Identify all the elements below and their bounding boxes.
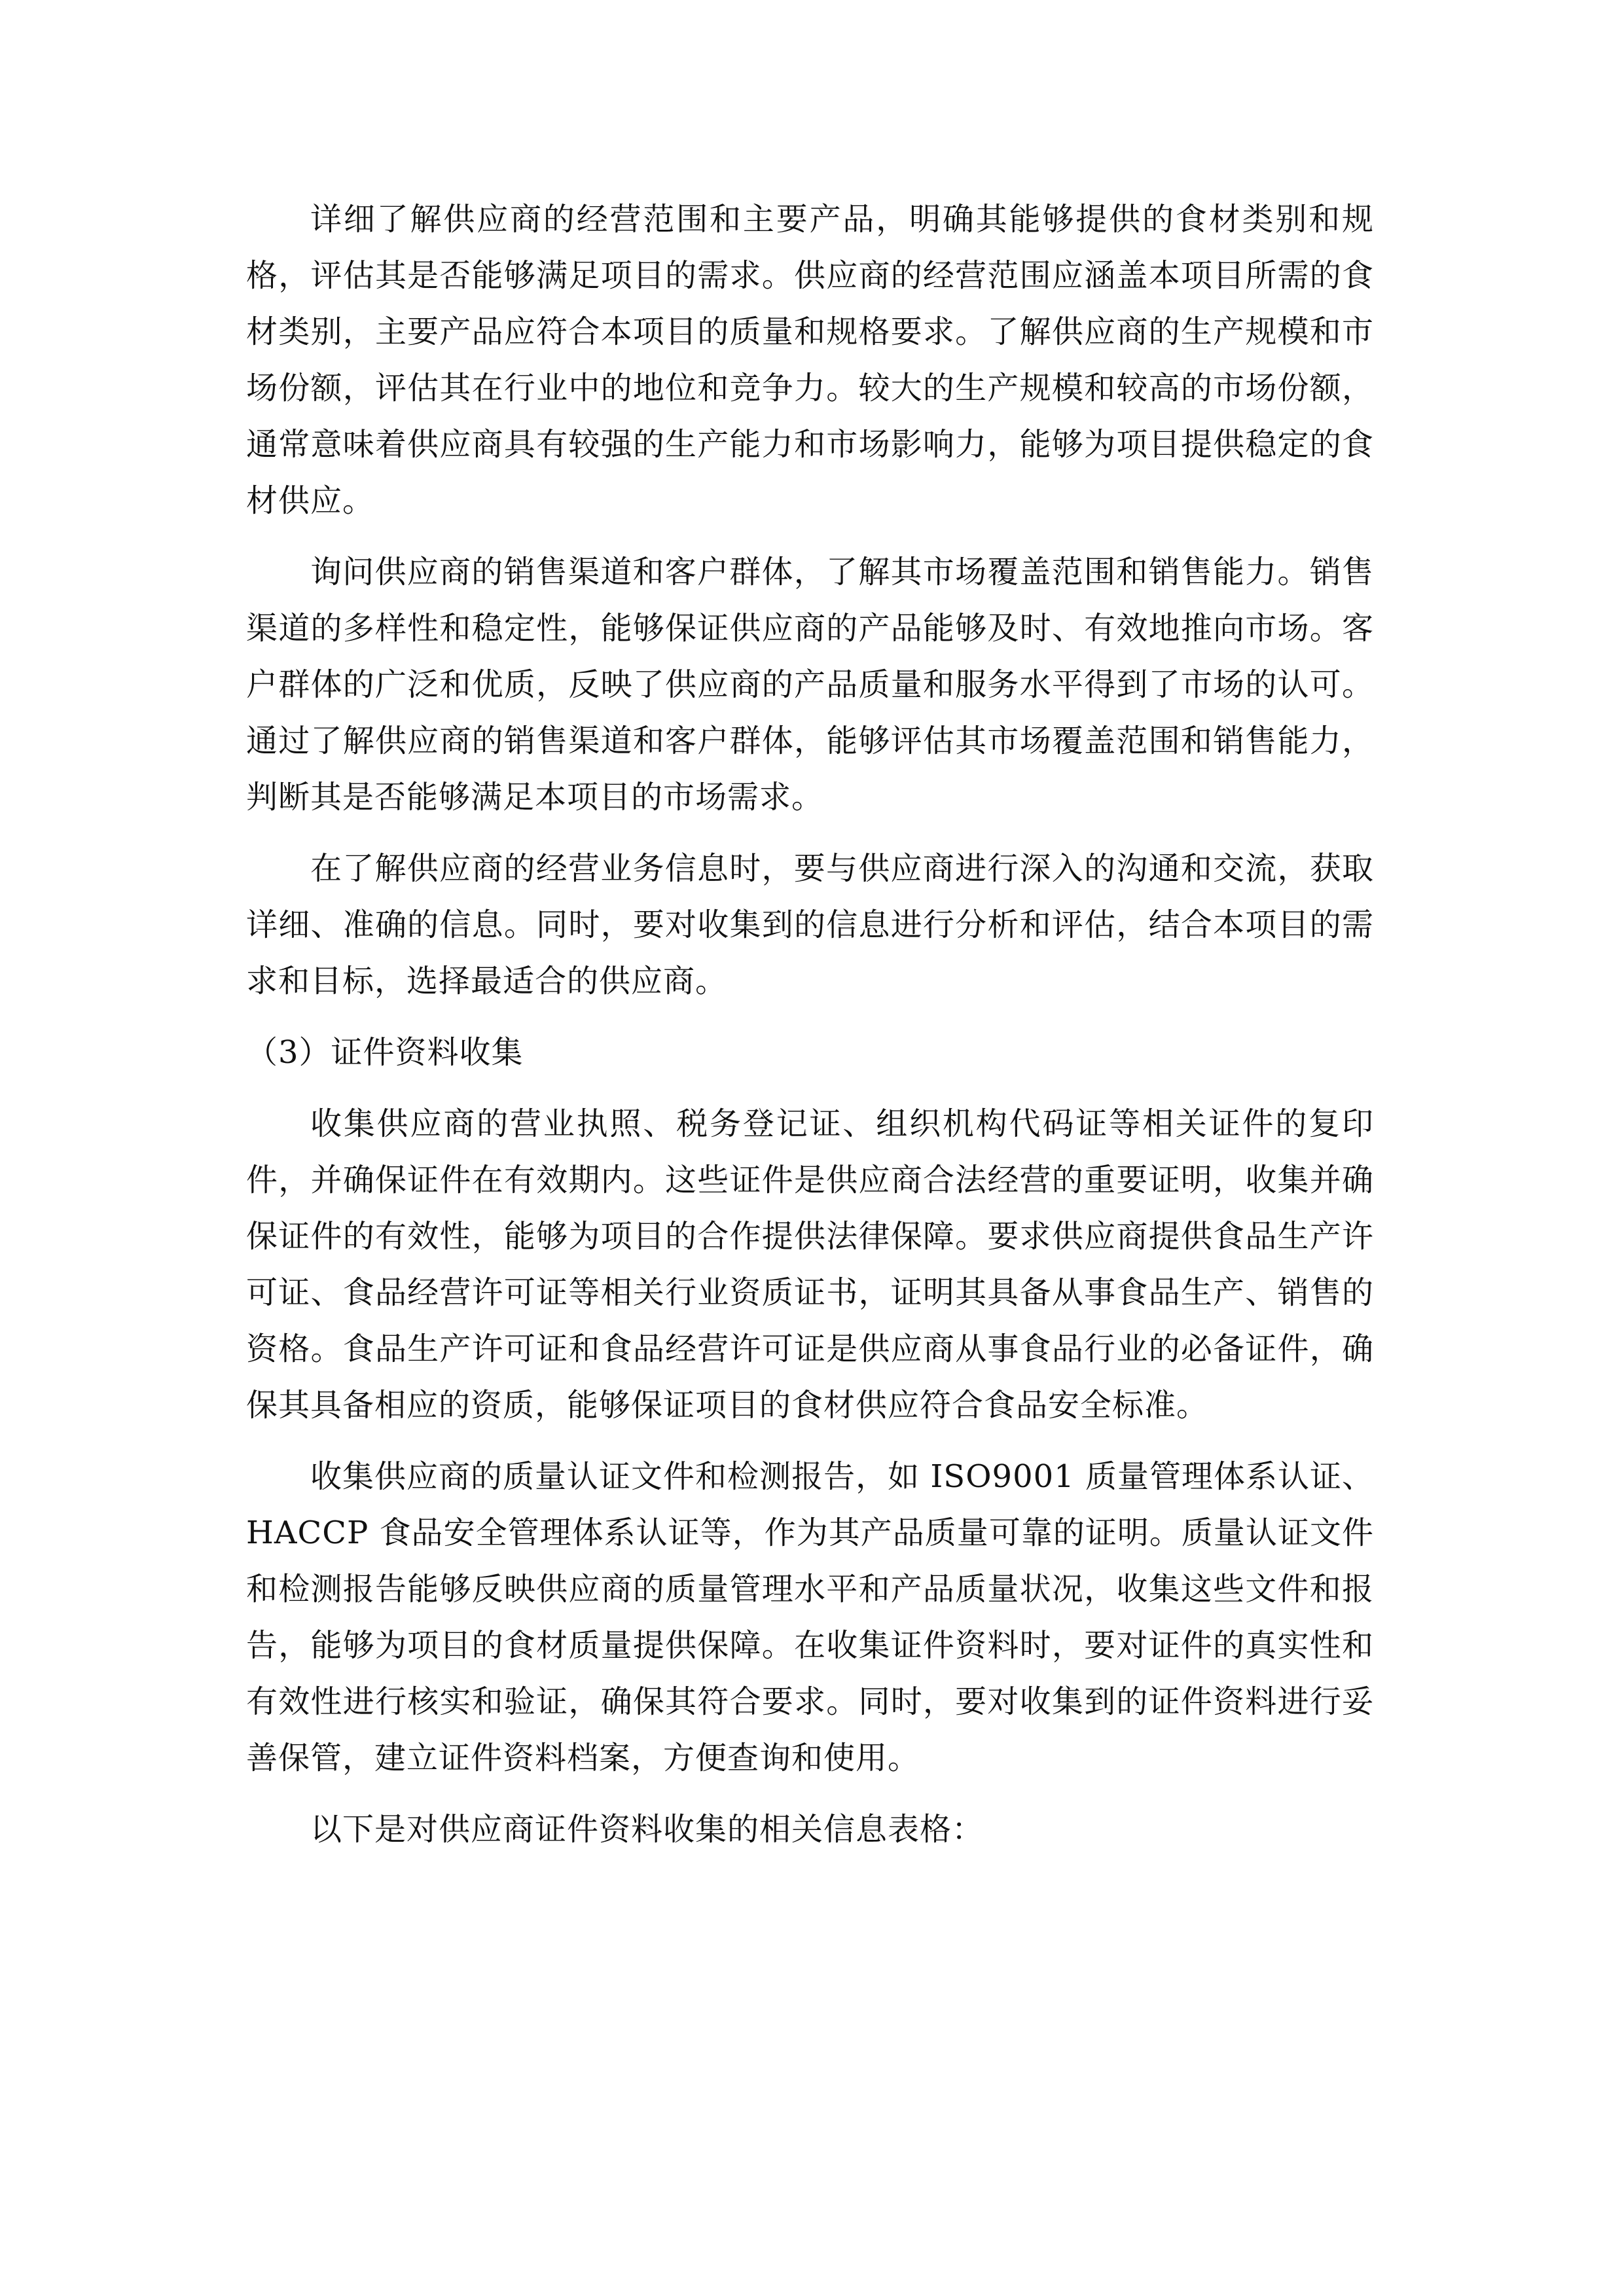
paragraph-communication: 在了解供应商的经营业务信息时，要与供应商进行深入的沟通和交流，获取详细、准确的信息。同时，要对收集到的信息进行分析和评估，结合本项目的需求和目标，选择最适合的供应商。 xyxy=(246,850,1374,999)
document-body xyxy=(246,191,1374,1873)
paragraph-table-intro: 以下是对供应商证件资料收集的相关信息表格： xyxy=(310,1811,984,1848)
paragraph-quality-certification: 收集供应商的质量认证文件和检测报告，如 ISO9001 质量管理体系认证、HACCP 食品安全管理体系认证等，作为其产品质量可靠的证明。质量认证文件和检测报告能够反映供应商的质量管理水平和产品质量状况，收集这些文件和报告，能够为项目的食材质量提供保障。在收集证件资料时，要对证件的真实性和有效性进行核实和验证，确保其符合要求。同时，要对收集到的证件资料进行妥善保管，建立证件资料档案，方便查询和使用。 xyxy=(246,1458,1374,1776)
section-heading-certificate-collection: （3）证件资料收集 xyxy=(246,1034,524,1071)
paragraph-sales-channels: 询问供应商的销售渠道和客户群体，了解其市场覆盖范围和销售能力。销售渠道的多样性和稳定性，能够保证供应商的产品能够及时、有效地推向市场。客户群体的广泛和优质，反映了供应商的产品质量和服务水平得到了市场的认可。通过了解供应商的销售渠道和客户群体，能够评估其市场覆盖范围和销售能力，判断其是否能够满足本项目的市场需求。 xyxy=(246,554,1374,816)
paragraph-license-collection: 收集供应商的营业执照、税务登记证、组织机构代码证等相关证件的复印件，并确保证件在有效期内。这些证件是供应商合法经营的重要证明，收集并确保证件的有效性，能够为项目的合作提供法律保障。要求供应商提供食品生产许可证、食品经营许可证等相关行业资质证书，证明其具备从事食品生产、销售的资格。食品生产许可证和食品经营许可证是供应商从事食品行业的必备证件，确保其具备相应的资质，能够保证项目的食材供应符合食品安全标准。 xyxy=(246,1105,1374,1424)
paragraph-supplier-scope: 详细了解供应商的经营范围和主要产品，明确其能够提供的食材类别和规格，评估其是否能够满足项目的需求。供应商的经营范围应涵盖本项目所需的食材类别，主要产品应符合本项目的质量和规格要求。了解供应商的生产规模和市场份额，评估其在行业中的地位和竞争力。较大的生产规模和较高的市场份额，通常意味着供应商具有较强的生产能力和市场影响力，能够为项目提供稳定的食材供应。 xyxy=(246,201,1374,519)
